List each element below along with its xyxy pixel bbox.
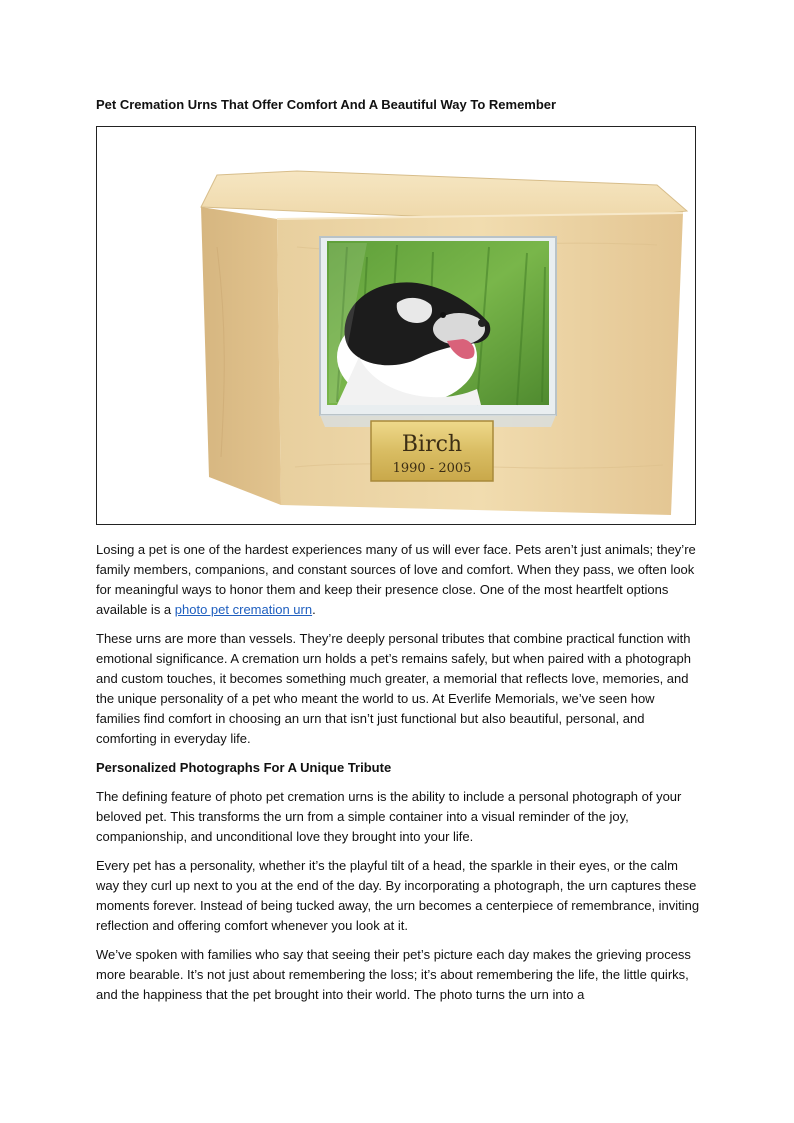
paragraph-families: We’ve spoken with families who say that seeing their pet’s picture each day makes the grieving process more bearable. It’s not just about remembering the loss; it’s about remembering the life, the little quirks, and the happiness that the pet brought into their world. The photo turns the urn into a xyxy=(96,947,691,1002)
urn-photo xyxy=(96,126,696,525)
urn-illustration xyxy=(97,127,695,524)
photo-urn-link[interactable]: photo pet cremation urn xyxy=(174,602,313,617)
paragraph-intro xyxy=(96,540,700,620)
section-heading: Personalized Photographs For A Unique Tribute xyxy=(96,760,392,775)
paragraph-intro-text: Losing a pet is one of the hardest experiences many of us will ever face. Pets aren’t just animals; they’re family members, companions, and constant sources of love and comfort. When they pass, we often look for meaningful ways to honor them and keep their presence close. One of the most heartfelt options available is a xyxy=(96,542,696,617)
paragraph-intro-end: . xyxy=(312,602,316,617)
name-plaque xyxy=(371,421,493,481)
photo-frame xyxy=(320,237,556,427)
article-body xyxy=(96,540,700,1014)
paragraph-defining-feature: The defining feature of photo pet cremation urns is the ability to include a personal photograph of your beloved pet. This transforms the urn from a simple container into a visual reminder of the joy, companionship, and unconditional love they brought into your life. xyxy=(96,789,682,844)
document-title: Pet Cremation Urns That Offer Comfort And A Beautiful Way To Remember xyxy=(96,97,557,112)
paragraph-vessels: These urns are more than vessels. They’re deeply personal tributes that combine practical function with emotional significance. A cremation urn holds a pet’s remains safely, but when paired with a photograph and custom touches, it becomes something much greater, a memorial that reflects love, memories, and the unique personality of a pet who meant the world to us. At Everlife Memorials, we’ve seen how families find comfort in choosing an urn that isn’t just functional but also beautiful, personal, and comforting in everyday life. xyxy=(96,631,691,746)
plaque-years: 1990 - 2005 xyxy=(392,461,472,476)
paragraph-personality: Every pet has a personality, whether it’s the playful tilt of a head, the sparkle in their eyes, or the calm way they curl up next to you at the end of the day. By incorporating a photograph, the urn captures these moments forever. Instead of being tucked away, the urn becomes a centerpiece of remembrance, inviting reflection and offering comfort whenever you look at it. xyxy=(96,858,700,933)
plaque-name: Birch xyxy=(401,432,463,457)
